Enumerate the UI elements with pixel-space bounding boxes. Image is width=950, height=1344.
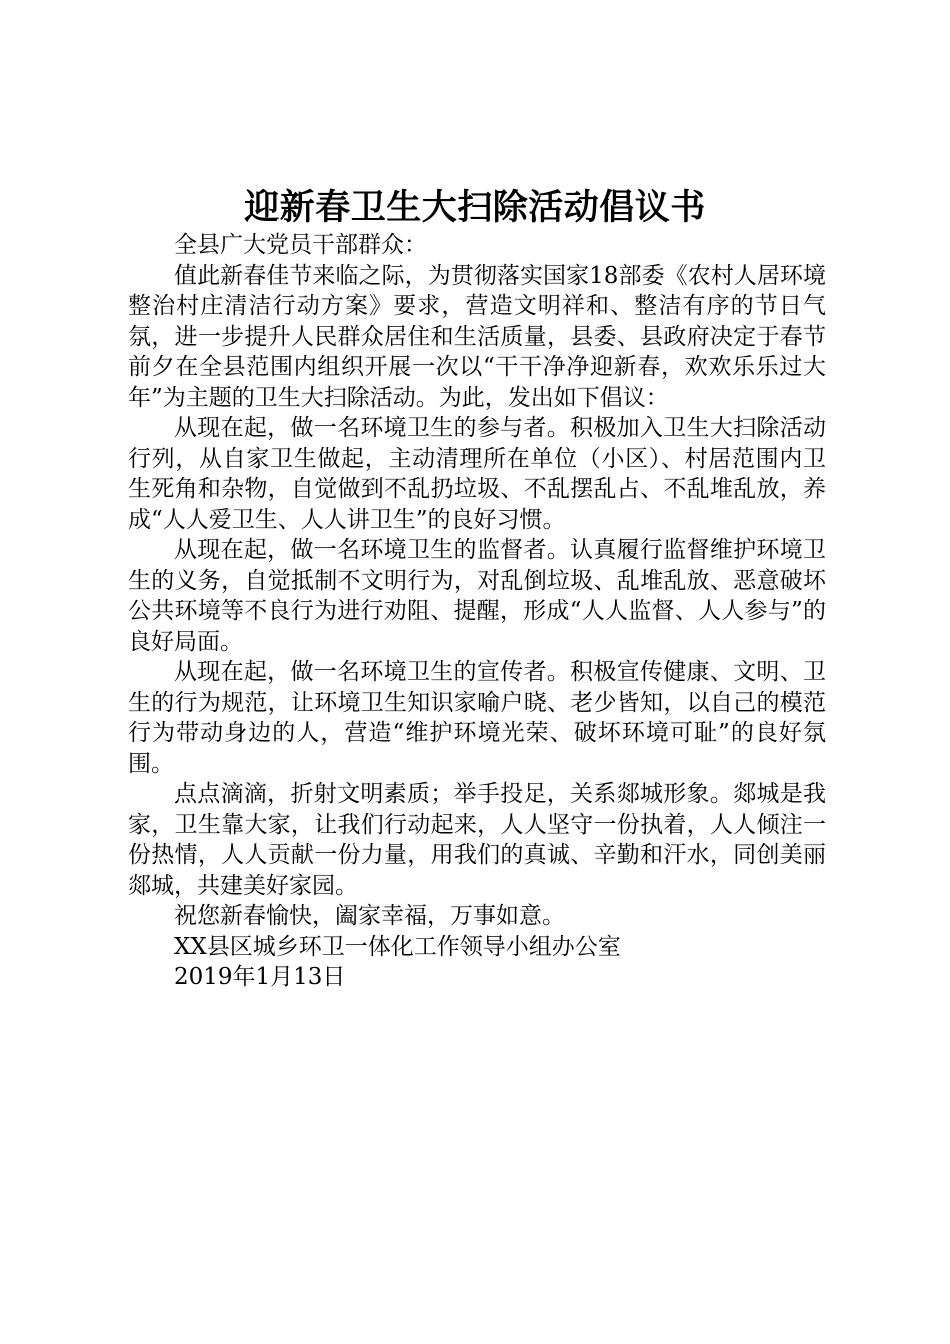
paragraph-intro: 值此新春佳节来临之际，为贯彻落实国家18部委《农村人居环境整治村庄清洁行动方案》要求，营造文明祥和、整洁有序的节日气氛，进一步提升人民群众居住和生活质量，县委、县政府决定于春节前夕在全县范围内组织开展一次以“干干净净迎新春，欢欢乐乐过大年”为主题的卫生大扫除活动。为此，发出如下倡议： xyxy=(128,262,826,411)
document-body xyxy=(128,230,826,993)
salutation: 全县广大党员干部群众： xyxy=(174,232,427,258)
paragraph-supervisor: 从现在起，做一名环境卫生的监督者。认真履行监督维护环境卫生的义务，自觉抵制不文明行为，对乱倒垃圾、乱堆乱放、恶意破坏公共环境等不良行为进行劝阻、提醒，形成“人人监督、人人参与”的良好局面。 xyxy=(128,537,826,655)
paragraph-promoter: 从现在起，做一名环境卫生的宣传者。积极宣传健康、文明、卫生的行为规范，让环境卫生知识家喻户晓、老少皆知，以自己的模范行为带动身边的人，营造“维护环境光荣、破坏环境可耻”的良好氛围。 xyxy=(128,659,826,777)
signature: XX县区城乡环卫一体化工作领导小组办公室 xyxy=(174,933,621,960)
paragraph-conclusion: 点点滴滴，折射文明素质；举手投足，关系郯城形象。郯城是我家，卫生靠大家，让我们行动起来，人人坚守一份执着，人人倾注一份热情，人人贡献一份力量，用我们的真诚、辛勤和汗水，同创美丽郯城，共建美好家园。 xyxy=(128,781,826,899)
closing-wishes: 祝您新春愉快，阖家幸福，万事如意。 xyxy=(174,903,565,929)
document-date: 2019年1月13日 xyxy=(174,964,346,990)
paragraph-participant: 从现在起，做一名环境卫生的参与者。积极加入卫生大扫除活动行列，从自家卫生做起，主动清理所在单位（小区）、村居范围内卫生死角和杂物，自觉做到不乱扔垃圾、不乱摆乱占、不乱堆乱放，养成“人人爱卫生、人人讲卫生”的良好习惯。 xyxy=(128,415,826,533)
document-title: 迎新春卫生大扫除活动倡议书 xyxy=(244,188,706,228)
